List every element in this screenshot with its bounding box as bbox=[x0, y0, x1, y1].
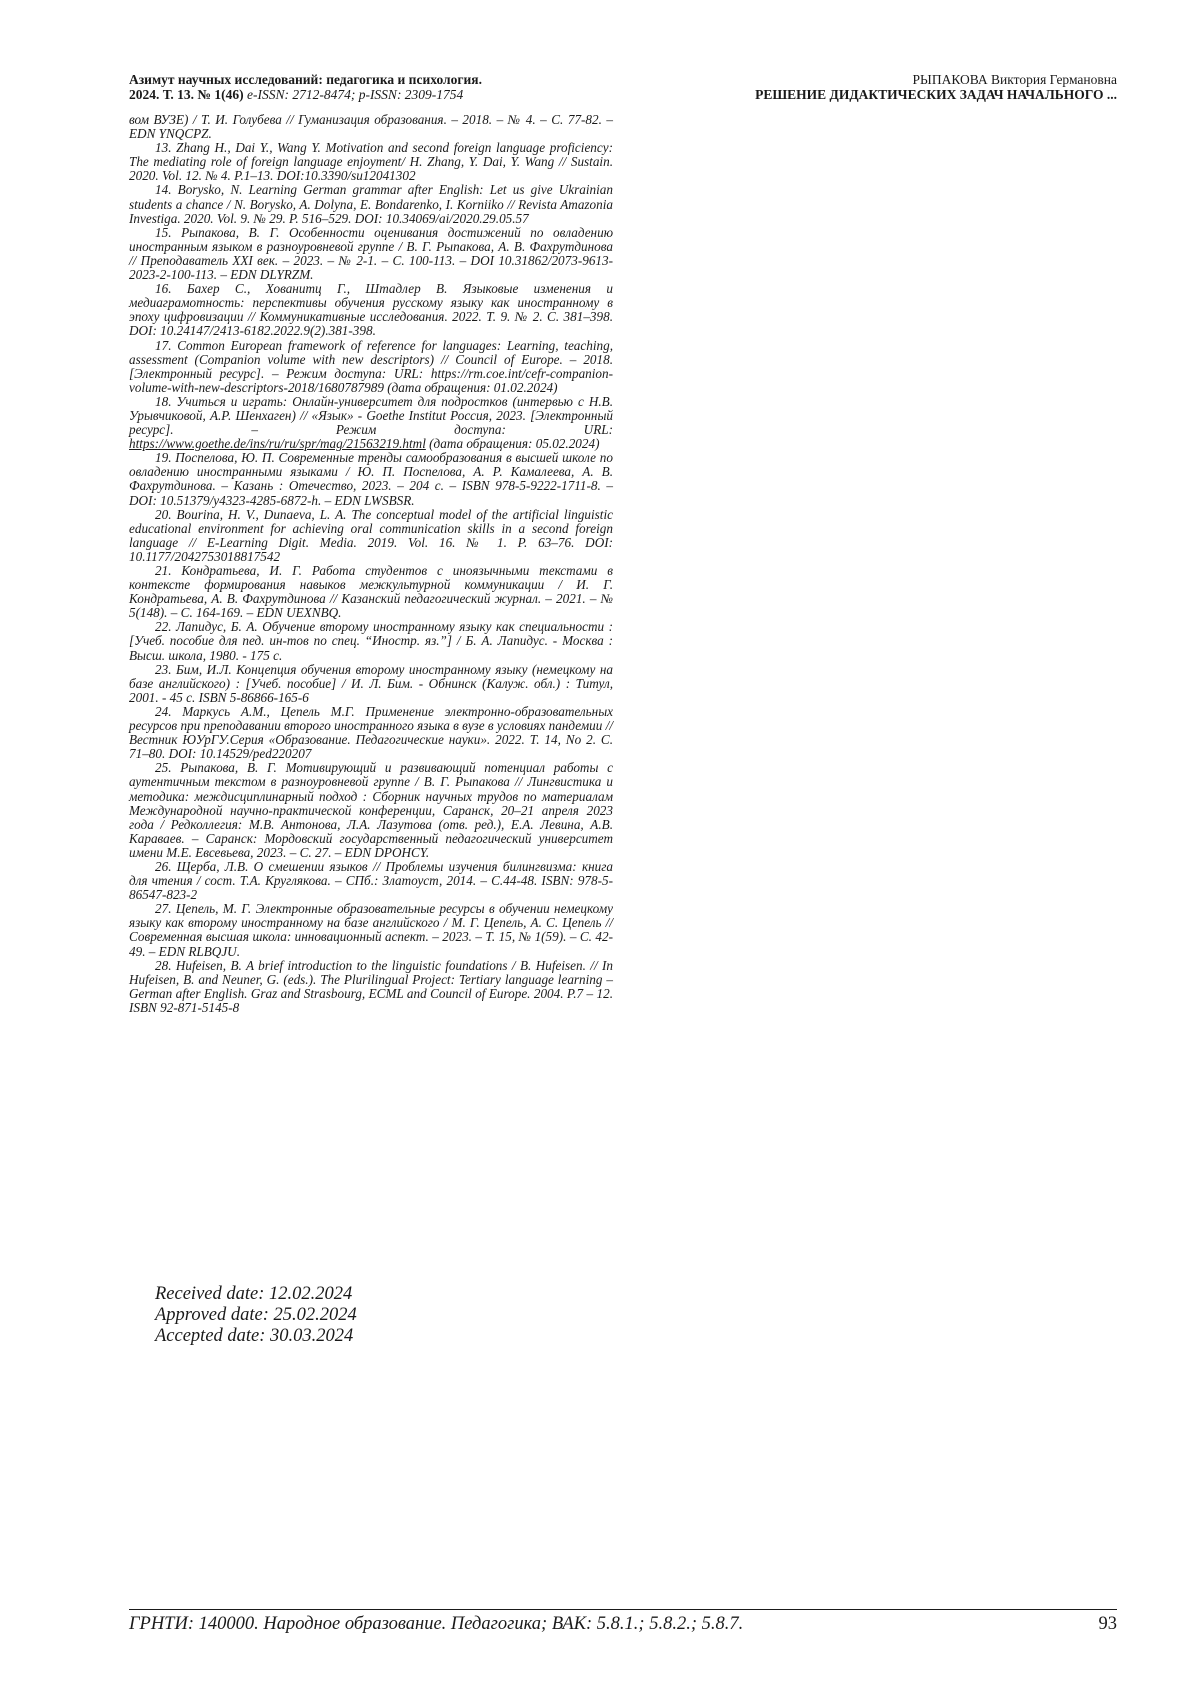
reference-continuation: вом ВУЗЕ) / Т. И. Голубева // Гуманизация образования. – 2018. – № 4. – С. 77-82. – EDN YNQCPZ. bbox=[129, 112, 613, 142]
reference-item: 27. Цепель, М. Г. Электронные образовательные ресурсы в обучении немецкому языку как второму иностранному на базе английского / М. Г. Цепель, А. С. Цепель // Современная высшая школа: инновационный аспект. – 2023. – Т. 15, № 1(59). – С. 42-49. – EDN RLBQJU. bbox=[129, 901, 613, 959]
accepted-date: Accepted date: 30.03.2024 bbox=[155, 1326, 354, 1346]
reference-item: 26. Щерба, Л.В. О смешении языков // Проблемы изучения билингвизма: книга для чтения / сост. Т.А. Круглякова. – СПб.: Златоуст, 2014. – С.44-48. ISBN: 978-5-86547-823-2 bbox=[129, 858, 613, 903]
approved-date: Approved date: 25.02.2024 bbox=[155, 1305, 357, 1325]
reference-item: 14. Borysko, N. Learning German grammar after English: Let us give Ukrainian students a chance / N. Borysko, A. Dolyna, E. Bondarenko, I. Korniiko // Revista Amazonia Investiga. 2020. Vol. 9. № 29. P. 516–529. DOI: 10.34069/ai/2020.29.05.57 bbox=[129, 182, 613, 226]
reference-item: 21. Кондратьева, И. Г. Работа студентов с иноязычными текстами в контексте формирования навыков межкультурной коммуникации / И. Г. Кондратьева, А. В. Фахрутдинова // Казанский педагогический журнал. – 2021. – № 5(148). – С. 164-169. – EDN UEXNBQ. bbox=[129, 563, 613, 621]
reference-item: 24. Маркусь А.М., Цепель М.Г. Применение электронно-образовательных ресурсов при преподавании второго иностранного языка в вузе в условиях пандемии // Вестник ЮУрГУ.Серия «Образование. Педагогические науки». 2022. Т. 14, No 2. С. 71–80. DOI: 10.14529/ped220207 bbox=[129, 703, 613, 762]
reference-item: 28. Hufeisen, B. A brief introduction to the linguistic foundations / B. Hufeisen. // In Hufeisen, B. and Neuner, G. (eds.). The Plurilingual Project: Tertiary language learning – German after English. Graz and Strasbourg, ECML and Council of Europe. 2004. P.7 – 12. ISBN 92-871-5145-8 bbox=[129, 957, 613, 1015]
reference-18-link[interactable]: https://www.goethe.de/ins/ru/ru/spr/mag/21563219.html bbox=[129, 436, 426, 452]
submission-dates bbox=[155, 1284, 357, 1347]
reference-item: 23. Бим, И.Л. Концепция обучения второму иностранному языку (немецкому на базе английского) : [Учеб. пособие] / И. Л. Бим. - Обнинск (Калуж. обл.) : Титул, 2001. - 45 с. ISBN 5-86866-165-6 bbox=[129, 661, 613, 705]
article-title: РЕШЕНИЕ ДИДАКТИЧЕСКИХ ЗАДАЧ НАЧАЛЬНОГО ... bbox=[755, 87, 1117, 102]
reference-item-18 bbox=[129, 395, 613, 451]
reference-item: 15. Рыпакова, В. Г. Особенности оценивания достижений по овладению иностранным языком в разноуровневой группе / В. Г. Рыпакова, А. В. Фахрутдинова // Преподаватель XXI век. – 2023. – № 2-1. – С. 100-113. – DOI 10.31862/2073-9613-2023-2-100-113. – EDN DLYRZM. bbox=[129, 224, 613, 283]
reference-item: 22. Лапидус, Б. А. Обучение второму иностранному языку как специальности : [Учеб. пособие для пед. ин-тов по спец. “Иностр. яз.”] / Б. А. Лапидус. - Москва : Высш. школа, 1980. - 175 с. bbox=[129, 619, 613, 663]
journal-name: Азимут научных исследований: педагогика и психология. bbox=[129, 72, 482, 87]
reference-item: 25. Рыпакова, В. Г. Мотивирующий и развивающий потенциал работы с аутентичным текстом в разноуровневой группе / В. Г. Рыпакова // Лингвистика и методика: междисциплинарный подход : Сборник научных трудов по материалам Международной научно-практической конференции, Саранск, 20–21 апреля 2023 года / Редколлегия: М.В. Антонова, Л.А. Лазутова (отв. ред.), Е.А. Левина, А.В. Караваев. – Саранск: Мордовский государственный педагогический университет имени М.Е. Евсевьева, 2023. – С. 27. – EDN DPOHCY. bbox=[129, 760, 613, 860]
reference-item: 13. Zhang H., Dai Y., Wang Y. Motivation and second foreign language proficiency: The mediating role of foreign language enjoyment/ H. Zhang, Y. Dai, Y. Wang // Sustain. 2020. Vol. 12. № 4. P.1–13. DOI:10.3390/su12041302 bbox=[129, 140, 613, 184]
reference-item: 20. Bourina, H. V., Dunaeva, L. A. The conceptual model of the artificial linguistic educational environment for achieving oral communication skills in a second foreign language // E-Learning Digit. Media. 2019. Vol. 16. № 1. P. 63–76. DOI: 10.1177/2042753018817542 bbox=[129, 506, 613, 564]
received-date: Received date: 12.02.2024 bbox=[155, 1284, 353, 1304]
reference-18-tail: (дата обращения: 05.02.2024) bbox=[425, 436, 600, 452]
footer-divider bbox=[129, 1609, 1117, 1610]
reference-item: 19. Поспелова, Ю. П. Современные тренды самообразования в высшей школе по овладению иностранными языками / Ю. П. Поспелова, А. Р. Камалеева, А. В. Фахрутдинова. – Казань : Отечество, 2023. – 204 с. – ISBN 978-5-9222-1711-8. – DOI: 10.51379/y4323-4285-6872-h. – EDN LWSBSR. bbox=[129, 450, 613, 508]
journal-volume: 2024. Т. 13. № 1(46) bbox=[129, 87, 244, 102]
reference-item: 16. Бахер С., Хованитц Г., Штадлер В. Языковые изменения и медиаграмотность: перспективы обучения русскому языку как иностранному в эпоху цифровизации // Коммуникативные исследования. 2022. Т. 9. № 2. С. 381–398. DOI: 10.24147/2413-6182.2022.9(2).381-398. bbox=[129, 281, 613, 339]
reference-item: 17. Common European framework of reference for languages: Learning, teaching, assessment (Companion volume with new descriptors) // Council of Europe. – 2018. [Электронный ресурс]. – Режим доступа: URL: https://rm.coe.int/cefr-companion-volume-with-new-descriptors-2018/1680787989 (дата обращения: 01.02.2024) bbox=[129, 337, 613, 395]
page-number: 93 bbox=[1098, 1614, 1117, 1634]
reference-18-text: 18. Учиться и играть: Онлайн-университет для подростков (интервью с Н.В. Урывчиковой, А.Р. Шенхаген) // «Язык» - Goethe Institut Россия, 2023. [Электронный ресурс]. – Режим доступа: URL: bbox=[129, 393, 613, 438]
reference-list bbox=[129, 113, 613, 1015]
journal-issn: e-ISSN: 2712-8474; p-ISSN: 2309-1754 bbox=[243, 87, 464, 102]
author-name: РЫПАКОВА Виктория Германовна bbox=[912, 72, 1117, 87]
article-header bbox=[597, 72, 1117, 102]
footer-classification: ГРНТИ: 140000. Народное образование. Педагогика; ВАК: 5.8.1.; 5.8.2.; 5.8.7. bbox=[129, 1614, 744, 1634]
